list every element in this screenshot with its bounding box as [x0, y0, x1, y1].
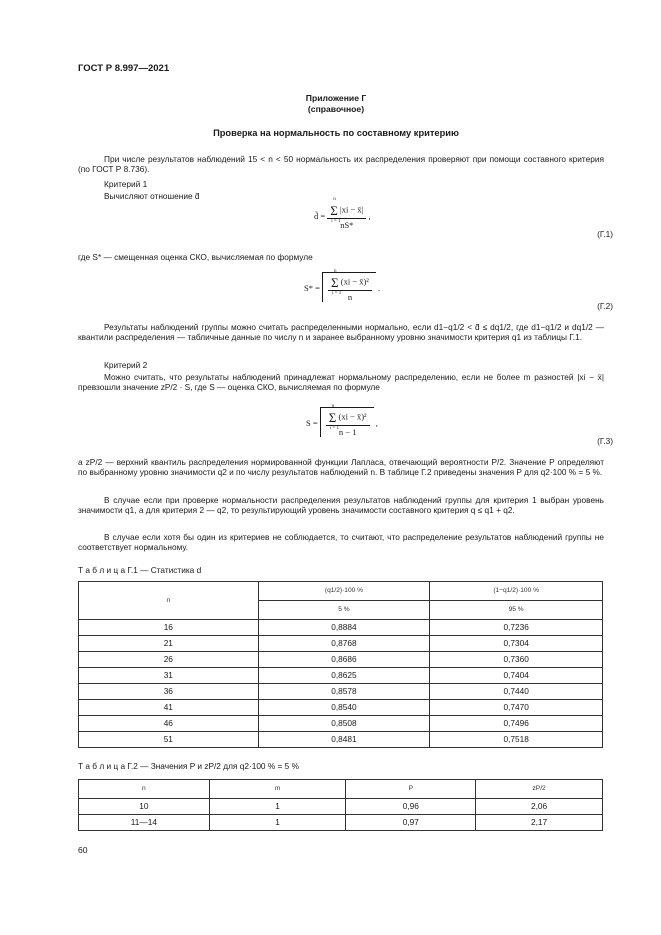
criterion-2-paragraph: Можно считать, что результаты наблюдений принадлежат нормальному распределению, если не более m разностей |xi − x̄| превзошли значение zP/2 · S, где S — оценка СКО, вычисляемая по формуле	[78, 372, 604, 392]
sum-lower-limit: i = 1	[329, 426, 339, 431]
table-row	[79, 684, 603, 700]
criterion-1-heading: Критерий 1	[104, 179, 148, 189]
table-subheader-95: 95 %	[430, 601, 603, 620]
table-cell: 0,8686	[258, 652, 430, 668]
table-header-z: zP/2	[476, 780, 603, 799]
table-2-caption: Т а б л и ц а Г.2 — Значения P и zP/2 для q2·100 % = 5 %	[78, 761, 299, 771]
where-s-line: где S* — смещенная оценка СКО, вычисляемая по формуле	[78, 252, 313, 262]
formula-g1: d̃ = Σ n i = 1 |xi − x̄| nS* ,	[314, 197, 371, 230]
sum-symbol: Σ n i = 1	[331, 269, 342, 296]
table-1	[78, 581, 603, 748]
intro-paragraph: При числе результатов наблюдений 15 < n < 50 нормальность их распределения проверяют при помощи составного критерия (по ГОСТ Р 8.736).	[78, 154, 604, 174]
table-cell: 0,7404	[430, 668, 603, 684]
formula-g2-denominator: n	[347, 292, 353, 302]
table-row	[79, 815, 603, 831]
table-cell: 10	[79, 799, 210, 815]
sum-upper-limit: n	[334, 269, 337, 274]
table-cell: 0,7236	[430, 620, 603, 636]
table-cell: 31	[79, 668, 259, 684]
equation-label-g2: (Г.2)	[597, 301, 613, 311]
compute-d-line: Вычисляют отношение d̃	[104, 191, 200, 201]
table-cell: 1	[209, 799, 346, 815]
sum-symbol: Σ n i = 1	[328, 404, 339, 431]
table-cell: 2,06	[476, 799, 603, 815]
table-row	[79, 620, 603, 636]
table-header-lower-quantile: (q1/2)·100 %	[258, 582, 430, 601]
table-cell: 0,7440	[430, 684, 603, 700]
formula-g2: S* = Σ n i = 1 (xi − x̄)² n .	[304, 269, 381, 302]
table-cell: 0,8540	[258, 700, 430, 716]
sum-lower-limit: i = 1	[331, 219, 341, 224]
sum-symbol: Σ n i = 1	[330, 197, 341, 224]
formula-g2-lhs: S* =	[304, 283, 320, 294]
table-cell: 0,8625	[258, 668, 430, 684]
table-header-m: m	[209, 780, 346, 799]
formula-g1-numerator: |xi − x̄|	[340, 204, 364, 215]
table-row	[79, 799, 603, 815]
formula-g1-denominator: nS*	[340, 220, 354, 230]
table-cell: 0,7496	[430, 716, 603, 732]
table-cell: 0,97	[346, 815, 476, 831]
combined-significance-paragraph: В случае если при проверке нормальности распределения результатов наблюдений группы для критерия 1 выбран уровень значимости q1, а для критерия 2 — q2, то результирующий уровень значимости составного критерия q ≤ q1 + q2.	[78, 495, 604, 515]
table-cell: 0,96	[346, 799, 476, 815]
table-cell: 0,8578	[258, 684, 430, 700]
table-header-upper-quantile: (1−q1/2)·100 %	[430, 582, 603, 601]
table-cell: 0,7304	[430, 636, 603, 652]
table-row	[79, 732, 603, 748]
criterion-2-heading: Критерий 2	[104, 360, 148, 370]
sum-upper-limit: n	[331, 404, 335, 409]
table-cell: 16	[79, 620, 259, 636]
table-header-n: n	[79, 780, 210, 799]
table-row	[79, 582, 603, 601]
table-cell: 46	[79, 716, 259, 732]
table-cell: 36	[79, 684, 259, 700]
sqrt-symbol	[322, 269, 376, 302]
sqrt-symbol	[320, 404, 374, 437]
table-row	[79, 716, 603, 732]
formula-g1-fraction	[327, 197, 366, 230]
table-cell: 0,8481	[258, 732, 430, 748]
table-cell: 21	[79, 636, 259, 652]
table-row	[79, 780, 603, 799]
table-header-n: n	[79, 582, 259, 620]
equation-label-g1: (Г.1)	[597, 229, 613, 239]
sum-upper-limit: n	[333, 197, 336, 202]
table-cell: 0,7470	[430, 700, 603, 716]
table-header-p: P	[346, 780, 476, 799]
table-row	[79, 636, 603, 652]
table-row	[79, 652, 603, 668]
table-row	[79, 700, 603, 716]
formula-g3: S = Σ n i = 1 (xi − x̄)² n − 1 ,	[306, 404, 378, 437]
table-cell: 51	[79, 732, 259, 748]
table-cell: 1	[209, 815, 346, 831]
table-cell: 0,7518	[430, 732, 603, 748]
formula-g3-numerator: (xi − x̄)²	[338, 411, 367, 422]
table-cell: 0,8884	[258, 620, 430, 636]
formula-g3-denominator: n − 1	[338, 427, 357, 437]
table-2	[78, 779, 603, 831]
table-subheader-5: 5 %	[258, 601, 430, 620]
equation-label-g3: (Г.3)	[597, 436, 613, 446]
table-cell: 0,8508	[258, 716, 430, 732]
failure-paragraph: В случае если хотя бы один из критериев не соблюдается, то считают, что распределение результатов наблюдений группы не соответствует нормальному.	[78, 532, 604, 552]
appendix-subtitle: (справочное)	[307, 104, 365, 114]
sum-lower-limit: i = 1	[332, 291, 342, 296]
document-id: ГОСТ Р 8.997—2021	[78, 63, 170, 74]
table-cell: 11—14	[79, 815, 210, 831]
formula-g1-lhs: d̃ =	[314, 211, 326, 222]
table-cell: 41	[79, 700, 259, 716]
appendix-title: Приложение Г	[305, 93, 367, 103]
table-cell: 2,17	[476, 815, 603, 831]
table-1-caption: Т а б л и ц а Г.1 — Статистика d	[78, 565, 202, 575]
page-number: 60	[78, 845, 88, 855]
formula-g3-lhs: S =	[306, 418, 318, 429]
z-quantile-paragraph: а zP/2 — верхний квантиль распределения нормированной функции Лапласа, отвечающий вероятности P/2. Значение P определяют по выбранному уровню значимости q2 и по числу результатов наблюдений n. В таблице Г.2 приведены значения P для q2·100 % = 5 %.	[78, 457, 604, 477]
table-cell: 0,8768	[258, 636, 430, 652]
criterion-1-paragraph: Результаты наблюдений группы можно считать распределенными нормально, если d1−q1/2 < d̃ ≤ dq1/2, где d1−q1/2 и dq1/2 — квантили распределения — табличные данные по числу n и заранее выбранному уровню значимости критерия q1 из таблицы Г.1.	[78, 322, 604, 342]
section-title: Проверка на нормальность по составному критерию	[213, 128, 459, 138]
table-row	[79, 668, 603, 684]
table-cell: 26	[79, 652, 259, 668]
formula-g2-numerator: (xi − x̄)²	[340, 276, 369, 287]
table-cell: 0,7360	[430, 652, 603, 668]
